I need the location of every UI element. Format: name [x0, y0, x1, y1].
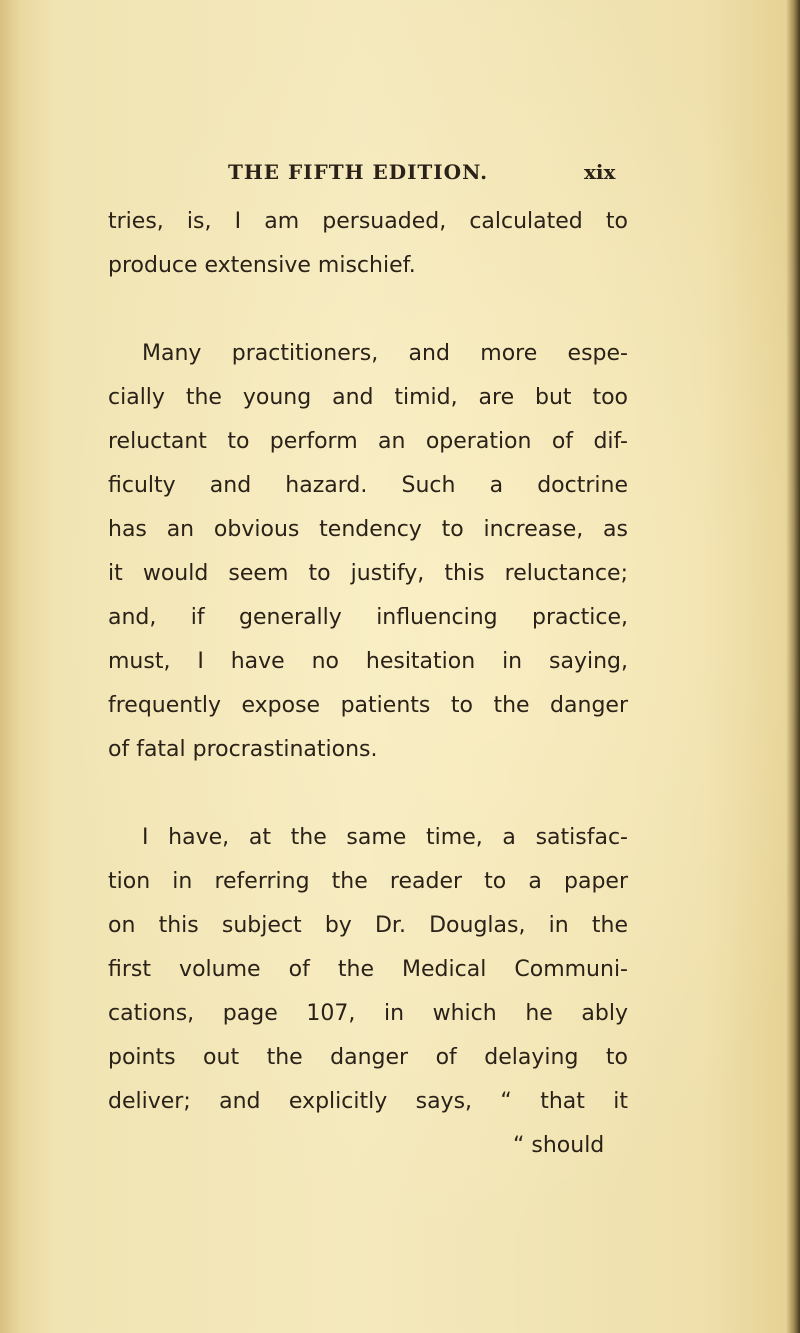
paragraph-1 — [108, 200, 628, 288]
text-line: and, if generally influencing practice, — [108, 605, 628, 630]
text-line: on this subject by Dr. Douglas, in the — [108, 913, 628, 938]
text-line: I have, at the same time, a satisfac- — [142, 825, 628, 850]
text-line: produce extensive mischief. — [108, 253, 416, 278]
running-head — [228, 160, 628, 190]
paragraph-gap — [108, 772, 628, 816]
paragraph-2 — [108, 332, 628, 772]
text-line: ficulty and hazard. Such a doctrine — [108, 473, 628, 498]
text-line: tries, is, I am persuaded, calculated to — [108, 209, 628, 234]
text-line: points out the danger of delaying to — [108, 1045, 628, 1070]
text-line: has an obvious tendency to increase, as — [108, 517, 628, 542]
body-text — [108, 200, 628, 1168]
text-line: cially the young and timid, are but too — [108, 385, 628, 410]
text-line: it would seem to justify, this reluctance; — [108, 561, 628, 586]
text-line: must, I have no hesitation in saying, — [108, 649, 628, 674]
text-line: of fatal procrastinations. — [108, 737, 378, 762]
catchword: “ should — [513, 1133, 605, 1158]
text-line: reluctant to perform an operation of dif- — [108, 429, 628, 454]
page-number: xix — [584, 160, 616, 184]
running-head-title: THE FIFTH EDITION. — [228, 160, 489, 184]
text-line: deliver; and explicitly says, “ that it — [108, 1089, 628, 1114]
text-line: frequently expose patients to the danger — [108, 693, 628, 718]
page-left-edge — [0, 0, 20, 1333]
text-line: first volume of the Medical Communi- — [108, 957, 628, 982]
text-line: cations, page 107, in which he ably — [108, 1001, 628, 1026]
text-line: Many practitioners, and more espe- — [142, 341, 628, 366]
spine-shadow — [786, 0, 800, 1333]
paragraph-gap — [108, 288, 628, 332]
text-line: tion in referring the reader to a paper — [108, 869, 628, 894]
paragraph-3 — [108, 816, 628, 1124]
